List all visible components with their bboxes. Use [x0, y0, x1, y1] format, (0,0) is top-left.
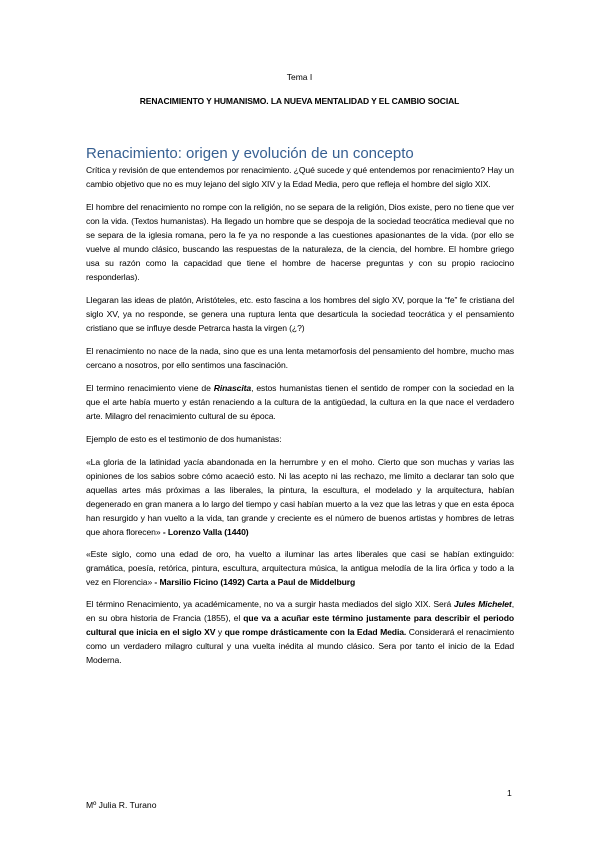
- paragraph-1: Crítica y revisión de que entendemos por renacimiento. ¿Qué sucede y qué entendemos por renacimiento? Hay un cambio objetivo que no es muy lejano del siglo XIV y la Edad Media, pero que refleja el hombre del siglo XIX.: [86, 165, 514, 189]
- paragraph-8-part-e: y: [215, 627, 225, 637]
- quote-valla-text: «La gloria de la latinidad yacía abandonada en la herrumbre y en el moho. Cierto que son muchas y varias las opiniones de los sabios sobre cómo acaeció esto. Ni las acepto ni las rechazo, me limito a declarar tan solo que aquellas artes más próximas a las liberales, la pintura, la escultura, el modelado y la arquitectura, habían degenerado en gran manera a lo largo del tiempo y casi habían muerto a la vez que las letras y que en esta época han resurgido y han vuelto a la vida, tan grande y creciente es el número de buenos artistas y hombres de letras que ahora florecen»: [86, 457, 514, 537]
- rinascita-term: Rinascita: [213, 383, 252, 393]
- paragraph-8-part-f: que rompe drásticamente con la Edad Media.: [224, 627, 407, 637]
- paragraph-8-part-g: Considerará el renacimiento como un verdadero milagro cultural y una vuelta inédita al mundo clásico. Sera por tanto el inicio de la Edad Moderna.: [86, 627, 514, 665]
- paragraph-2: El hombre del renacimiento no rompe con la religión, no se separa de la religión, Dios existe, pero no tiene que ver con la vida. (Textos humanistas). Ha llegado un hombre que se despoja de la sociedad teocrática medieval que no se separa de la iglesia romana, pero la fe ya no responde a las cuestiones apasionantes de la vida. (por ello se vuelve al mundo clásico, buscando las respuestas de la naturaleza, de la ciencia, del hombre. El hombre griego usa su razón como la capacidad que tiene el hombre de hacerse preguntas y con su propio raciocino responderlas).: [86, 202, 514, 282]
- body-text: [86, 163, 514, 676]
- quote-ficino-text: «Este siglo, como una edad de oro, ha vuelto a iluminar las artes liberales que casi se habían extinguido: gramática, poesía, retórica, pintura, escultura, arquitectura música, la antigua melodía de la lira órfica y todo a la vez en Florencia»: [86, 549, 514, 587]
- paragraph-4: El renacimiento no nace de la nada, sino que es una lenta metamorfosis del pensamiento del hombre, mucho mas cercano a nosotros, por ello sentimos una fascinación.: [86, 346, 514, 370]
- paragraph-5-part-c: , estos humanistas tienen el sentido de romper con la sociedad en la que el arte había muerto y están renaciendo a la cultura de la antigüedad, la cultura en la que nace el verdadero arte. Milagro del renacimiento cultural de su época.: [86, 383, 514, 421]
- paragraph-5-part-a: El termino renacimiento viene de: [86, 383, 214, 393]
- michelet-name: Jules Michelet: [453, 599, 512, 609]
- document-title: RENACIMIENTO Y HUMANISMO. LA NUEVA MENTALIDAD Y EL CAMBIO SOCIAL: [139, 96, 460, 106]
- quote-valla: [86, 455, 514, 539]
- footer-author: Mº Julia R. Turano: [86, 800, 157, 810]
- paragraph-8-part-a: El término Renacimiento, ya académicamente, no va a surgir hasta mediados del siglo XIX. Será: [86, 599, 454, 609]
- section-heading: Renacimiento: origen y evolución de un concepto: [86, 145, 414, 162]
- paragraph-6: Ejemplo de esto es el testimonio de dos humanistas:: [86, 434, 282, 444]
- topic-label: Tema I: [286, 72, 313, 82]
- quote-ficino: [86, 547, 514, 589]
- page-number: 1: [507, 788, 512, 798]
- quote-ficino-author: - Marsilio Ficino (1492) Carta a Paul de Middelburg: [154, 577, 356, 587]
- paragraph-8-part-c: , en su obra historia de Francia (1855), el: [86, 599, 514, 623]
- paragraph-8: [86, 597, 514, 667]
- quote-valla-author: - Lorenzo Valla (1440): [162, 527, 249, 537]
- paragraph-8-part-d: que va a acuñar este término justamente para describir el periodo cultural que inicia en el siglo XV: [86, 613, 515, 637]
- paragraph-3: Llegaran las ideas de platón, Aristóteles, etc. esto fascina a los hombres del siglo XV, porque la “fe” fe cristiana del siglo XV, ya no responde, se genera una ruptura lenta que desarticula la sociedad teocrática y el pensamiento cristiano que se influye desde Petrarca hasta la virgen (¿?): [86, 295, 514, 333]
- paragraph-5: [86, 381, 514, 423]
